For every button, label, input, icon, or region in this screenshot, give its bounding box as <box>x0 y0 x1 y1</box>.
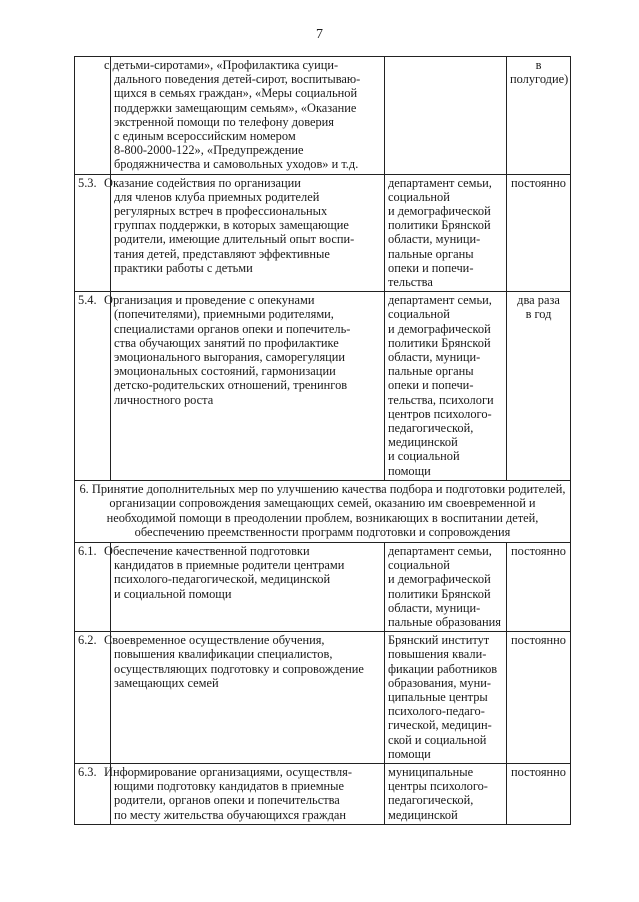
executor-cell: Брянский институт повышения квали- фикации работников образования, муни- ципальные центры психолого-педаго- гической, медицин- ской и социальной помощи <box>385 632 507 764</box>
row-number: 5.4. <box>75 292 111 481</box>
table-row <box>75 542 571 631</box>
executor-cell: департамент семьи, социальной и демографической политики Брянской области, муници- пальные органы опеки и попечи- тельства <box>385 174 507 292</box>
term-cell: постоянно <box>507 763 571 824</box>
row-number <box>75 57 111 175</box>
term-cell: в полугодие) <box>507 57 571 175</box>
activity-cell: Своевременное осуществление обучения, повышения квалификации специалистов, осуществляющих подготовку и сопровождение замещающих семей <box>111 632 385 764</box>
action-plan-table <box>74 56 571 825</box>
activity-cell: Организация и проведение с опекунами (попечителями), приемными родителями, специалистами органов опеки и попечитель- ства обучающих занятий по профилактике эмоционального выгорания, саморегуляции эмоциональных состояний, гармонизации детско-родительских отношений, тренингов личностного роста <box>111 292 385 481</box>
table-row <box>75 292 571 481</box>
term-cell: постоянно <box>507 174 571 292</box>
activity-cell: Обеспечение качественной подготовки кандидатов в приемные родители центрами психолого-педагогической, медицинской и социальной помощи <box>111 542 385 631</box>
activity-cell: Оказание содействия по организации для членов клуба приемных родителей регулярных встреч в профессиональных группах поддержки, в которых замещающие родители, имеющие длительный опыт воспи- тания детей, представляют эффективные практики работы с детьми <box>111 174 385 292</box>
executor-cell: муниципальные центры психолого- педагогической, медицинской <box>385 763 507 824</box>
term-cell: два раза в год <box>507 292 571 481</box>
table-row <box>75 632 571 764</box>
row-number: 5.3. <box>75 174 111 292</box>
row-number: 6.3. <box>75 763 111 824</box>
executor-cell: департамент семьи, социальной и демографической политики Брянской области, муници- пальные органы опеки и попечи- тельства, психологи центров психолого- педагогической, медицинской и социальной помощи <box>385 292 507 481</box>
row-number: 6.2. <box>75 632 111 764</box>
executor-cell <box>385 57 507 175</box>
term-cell: постоянно <box>507 542 571 631</box>
table-row <box>75 174 571 292</box>
term-cell: постоянно <box>507 632 571 764</box>
row-number: 6.1. <box>75 542 111 631</box>
section-6-heading: 6. Принятие дополнительных мер по улучшению качества подбора и подготовки родителей, организации сопровождения замещающих семей, оказанию им своевременной и необходимой помощи в преодолении проблем, возникающих в воспитании детей, обеспечению преемственности программ подготовки и сопровождения <box>75 480 571 542</box>
activity-cell: Информирование организациями, осуществля- ющими подготовку кандидатов в приемные родители, органов опеки и попечительства по месту жительства обучающихся граждан <box>111 763 385 824</box>
page-number: 7 <box>316 27 323 42</box>
executor-cell: департамент семьи, социальной и демографической политики Брянской области, муници- пальные образования <box>385 542 507 631</box>
activity-cell: с детьми-сиротами», «Профилактика суици- дального поведения детей-сирот, воспитываю- щихся в семьях граждан», «Меры социальной поддержки замещающим семьям», «Оказание экстренной помощи по телефону доверия с единым всероссийским номером 8-800-2000-122», «Предупреждение бродяжничества и самовольных уходов» и т.д. <box>111 57 385 175</box>
table-row <box>75 763 571 824</box>
table-row <box>75 57 571 175</box>
section-heading-row <box>75 480 571 542</box>
